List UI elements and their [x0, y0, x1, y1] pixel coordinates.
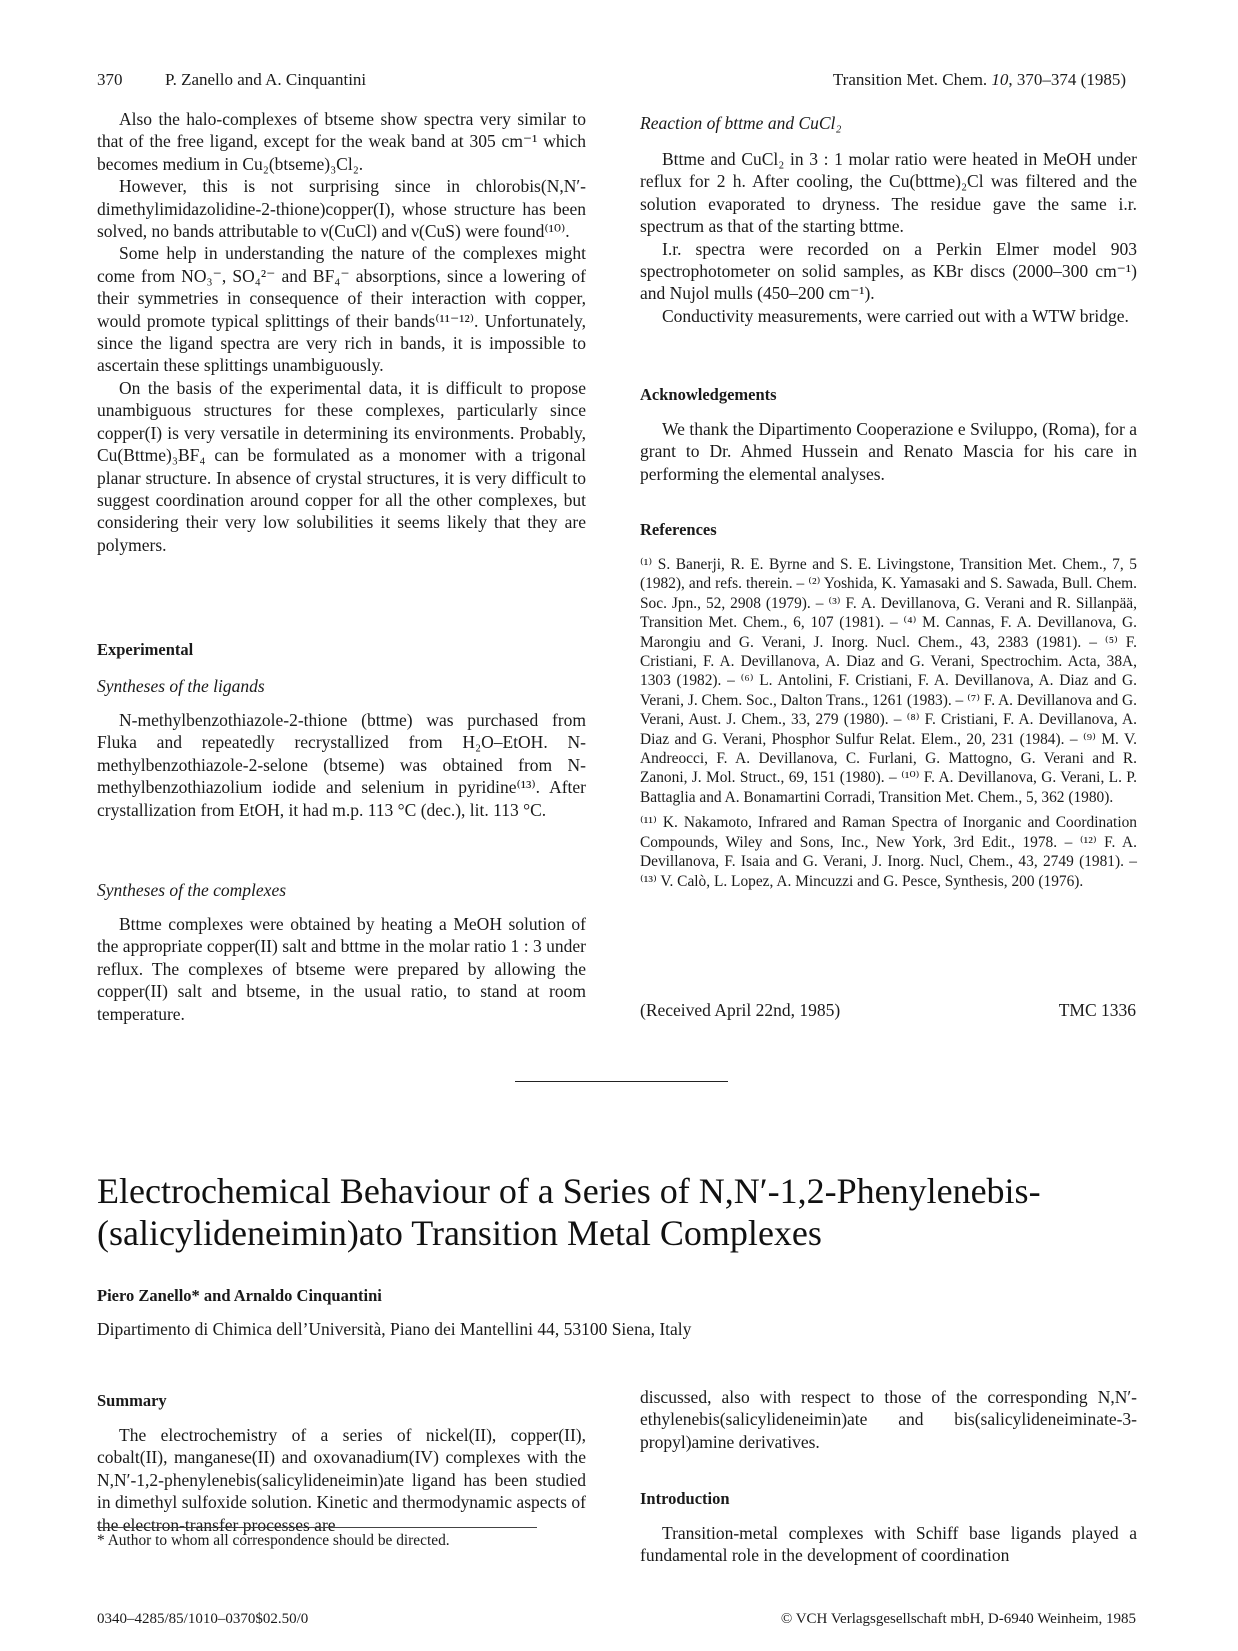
- paragraph: However, this is not surprising since in chlorobis(N,N′-dimethylimidazolidine-2-thione)copper(I), whose structure has been solved, no bands attributable to ν(CuCl) and ν(CuS) were found⁽¹⁰⁾.: [97, 176, 586, 242]
- running-authors: P. Zanello and A. Cinquantini: [165, 70, 367, 89]
- ligands-text: [97, 709, 586, 821]
- reference-block: ⁽¹⁾ S. Banerji, R. E. Byrne and S. E. Livingstone, Transition Met. Chem., 7, 5 (1982), and refs. therein. – ⁽²⁾ Yoshida, K. Yamasaki and S. Sawada, Bull. Chem. Soc. Jpn., 52, 2908 (1979). – ⁽³⁾ F. A. Devillanova, G. Verani and R. Sillanpää, Transition Met. Chem., 6, 107 (1981). – ⁽⁴⁾ M. Cannas, F. A. Devillanova, G. Marongiu and G. Verani, J. Inorg. Nucl. Chem., 43, 2383 (1981). – ⁽⁵⁾ F. Cristiani, F. A. Devillanova, A. Diaz and G. Verani, Spectrochim. Acta, 38A, 1303 (1982). – ⁽⁶⁾ L. Antolini, F. Cristiani, F. A. Devillanova, A. Diaz and G. Verani, J. Chem. Soc., Dalton Trans., 1261 (1983). – ⁽⁷⁾ F. A. Devillanova and G. Verani, Aust. J. Chem., 33, 279 (1980). – ⁽⁸⁾ F. Cristiani, F. A. Devillanova, A. Diaz and G. Verani, Phosphor Sulfur Relat. Elem., 20, 231 (1984). – ⁽⁹⁾ M. V. Andreocci, F. A. Devillanova, C. Furlani, G. Mattogno, G. Verani and R. Zanoni, J. Mol. Struct., 69, 151 (1980). – ⁽¹⁰⁾ F. A. Devillanova, G. Verani, L. P. Battaglia and A. Bonamartini Corradi, Transition Met. Chem., 5, 362 (1980).: [640, 556, 1137, 806]
- left-column-body: [97, 108, 586, 556]
- title-line: (salicylideneimin)ato Transition Metal Complexes: [97, 1213, 822, 1253]
- acknowledgements-text: [640, 418, 1137, 485]
- journal-citation: [833, 70, 1126, 90]
- paragraph: The electrochemistry of a series of nickel(II), copper(II), cobalt(II), manganese(II) and oxovanadium(IV) complexes with the N,N′-1,2-phenylenebis(salicylideneimin)ate ligand has been studied in dimethyl sulfoxide solution. Kinetic and thermodynamic aspects of the electron-transfer processes are: [97, 1425, 586, 1535]
- references-heading: References: [640, 520, 717, 539]
- footer-copyright: © VCH Verlagsgesellschaft mbH, D-6940 Weinheim, 1985: [780, 1611, 1136, 1627]
- experimental-heading: Experimental: [97, 640, 194, 659]
- article-separator: [515, 1081, 728, 1082]
- paragraph: Bttme and CuCl₂ in 3 : 1 molar ratio were heated in MeOH under reflux for 2 h. After cooling, the Cu(bttme)₂Cl was filtered and the solution evaporated to dryness. The residue gave the same i.r. spectrum as that of the starting bttme.: [640, 149, 1137, 237]
- reference-block: ⁽¹¹⁾ K. Nakamoto, Infrared and Raman Spectra of Inorganic and Coordination Compounds, Wiley and Sons, Inc., New York, 3rd Edit., 1978. – ⁽¹²⁾ F. A. Devillanova, F. Isaia and G. Verani, J. Inorg. Nucl, Chem., 43, 2749 (1981). – ⁽¹³⁾ V. Calò, L. Lopez, A. Mincuzzi and G. Pesce, Synthesis, 200 (1976).: [640, 814, 1137, 890]
- paragraph: Transition-metal complexes with Schiff base ligands played a fundamental role in the development of coordination: [640, 1523, 1137, 1566]
- summary-heading: Summary: [97, 1391, 167, 1410]
- complexes-heading: Syntheses of the complexes: [97, 880, 287, 900]
- received-date: (Received April 22nd, 1985): [640, 1000, 841, 1020]
- reaction-text: [640, 148, 1137, 327]
- journal-pages: , 370–374 (1985): [1008, 70, 1126, 89]
- footer-code: 0340–4285/85/1010–0370$02.50/0: [97, 1611, 309, 1627]
- article-code: TMC 1336: [1058, 1000, 1136, 1020]
- page-number: 370: [97, 70, 123, 89]
- paragraph: N-methylbenzothiazole-2-thione (bttme) was purchased from Fluka and repeatedly recrystallized from H₂O–EtOH. N-methylbenzothiazole-2-selone (btseme) was obtained from N-methylbenzothiazolium iodide and selenium in pyridine⁽¹³⁾. After crystallization from EtOH, it had m.p. 113 °C (dec.), lit. 113 °C.: [97, 710, 586, 820]
- title-line: Electrochemical Behaviour of a Series of N,N′-1,2-Phenylenebis-: [97, 1171, 1041, 1211]
- reference-list: [640, 555, 1137, 891]
- summary-text: [97, 1424, 586, 1536]
- journal-volume: 10: [991, 70, 1009, 89]
- article-authors: Piero Zanello* and Arnaldo Cinquantini: [97, 1286, 382, 1305]
- summary-continued: [640, 1386, 1137, 1453]
- paragraph: On the basis of the experimental data, it is difficult to propose unambiguous structures for these complexes, particularly since copper(I) is very versatile in determining its environments. Probably, Cu(Bttme)₃BF₄ can be formulated as a monomer with a trigonal planar structure. In absence of crystal structures, it is very difficult to suggest coordination around copper for all the other complexes, but considering their very low solubilities it seems likely that they are polymers.: [97, 377, 586, 555]
- paragraph: discussed, also with respect to those of the corresponding N,N′-ethylenebis(salicylideneimin)ate and bis(salicylideneiminate-3-propyl)amine derivatives.: [640, 1387, 1137, 1452]
- footnote-rule: [97, 1527, 537, 1528]
- complexes-text: [97, 913, 586, 1025]
- journal-name: Transition Met. Chem.: [832, 70, 988, 89]
- paragraph: Conductivity measurements, were carried out with a WTW bridge.: [662, 305, 1129, 326]
- introduction-heading: Introduction: [640, 1489, 730, 1508]
- article-affiliation: Dipartimento di Chimica dell’Università, Piano dei Mantellini 44, 53100 Siena, Italy: [97, 1319, 692, 1339]
- paragraph: We thank the Dipartimento Cooperazione e Sviluppo, (Roma), for a grant to Dr. Ahmed Hussein and Renato Mascia for his care in performing the elemental analyses.: [640, 419, 1137, 484]
- introduction-text: [640, 1522, 1137, 1567]
- paragraph: I.r. spectra were recorded on a Perkin Elmer model 903 spectrophotometer on solid samples, as KBr discs (2000–300 cm⁻¹) and Nujol mulls (450–200 cm⁻¹).: [640, 238, 1137, 304]
- paragraph: Bttme complexes were obtained by heating a MeOH solution of the appropriate copper(II) salt and bttme in the molar ratio 1 : 3 under reflux. The complexes of btseme were prepared by allowing the copper(II) salt and btseme, in the usual ratio, to stand at room temperature.: [97, 914, 586, 1024]
- acknowledgements-heading: Acknowledgements: [640, 385, 777, 404]
- ligands-heading: Syntheses of the ligands: [97, 676, 265, 696]
- paragraph: Also the halo-complexes of btseme show spectra very similar to that of the free ligand, except for the weak band at 305 cm⁻¹ which becomes medium in Cu₂(btseme)₃Cl₂.: [97, 109, 586, 174]
- article-title: [97, 1170, 1157, 1254]
- paragraph: Some help in understanding the nature of the complexes might come from NO₃⁻, SO₄²⁻ and BF₄⁻ absorptions, since a lowering of their symmetries in consequence of their interaction with copper, would promote typical splittings of their bands⁽¹¹⁻¹²⁾. Unfortunately, since the ligand spectra are very rich in bands, it is impossible to ascertain these splittings unambiguously.: [97, 243, 586, 376]
- reaction-heading: Reaction of bttme and CuCl₂: [640, 113, 842, 133]
- footnote: * Author to whom all correspondence should be directed.: [97, 1532, 450, 1549]
